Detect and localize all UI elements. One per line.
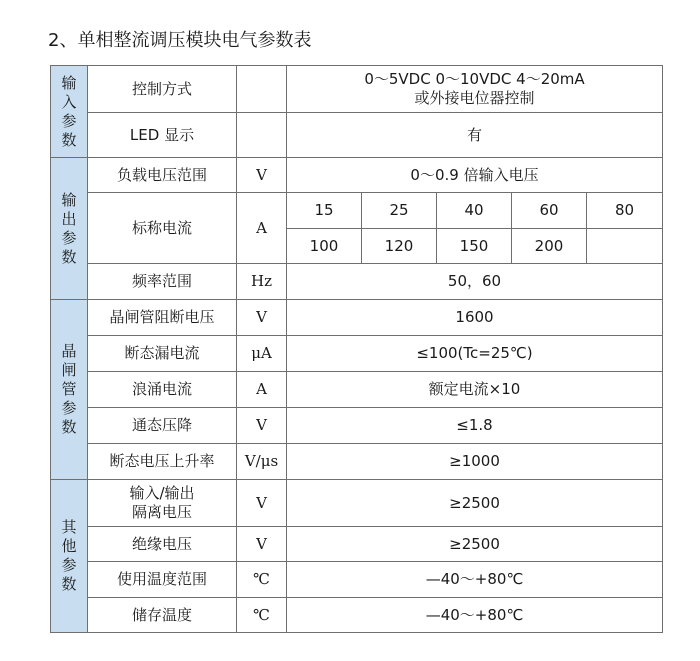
param-value-storage-temp: —40～+80℃ [287, 598, 663, 633]
param-unit-surge-current: A [237, 372, 287, 408]
param-unit-control-mode [237, 66, 287, 113]
rated-current-value: 25 [362, 193, 437, 229]
param-unit-led [237, 113, 287, 158]
param-unit-frequency: Hz [237, 264, 287, 300]
rated-current-value: 80 [587, 193, 663, 229]
param-unit-blocking-voltage: V [237, 300, 287, 336]
group-label-output: 输 出 参 数 [51, 158, 88, 300]
table-row [51, 408, 663, 444]
param-unit-dv-dt: V/μs [237, 444, 287, 480]
param-value-leakage-current: ≤100(Tc=25℃) [287, 336, 663, 372]
rated-current-value: 40 [437, 193, 512, 229]
table-row [51, 264, 663, 300]
param-name-control-mode: 控制方式 [88, 66, 237, 113]
param-unit-operating-temp: ℃ [237, 562, 287, 598]
group-label-other: 其 他 参 数 [51, 480, 88, 633]
param-value-frequency: 50，60 [287, 264, 663, 300]
rated-current-value: 120 [362, 229, 437, 264]
rated-current-value: 15 [287, 193, 362, 229]
param-unit-storage-temp: ℃ [237, 598, 287, 633]
table-row [51, 300, 663, 336]
param-name-led: LED 显示 [88, 113, 237, 158]
electrical-parameters-table [50, 65, 663, 633]
rated-current-value: 200 [512, 229, 587, 264]
table-row [51, 193, 663, 229]
table-row [51, 372, 663, 408]
group-label-thyristor: 晶 闸 管 参 数 [51, 300, 88, 480]
param-value-on-voltage-drop: ≤1.8 [287, 408, 663, 444]
rated-current-value-empty [587, 229, 663, 264]
table-row [51, 598, 663, 633]
param-value-load-voltage: 0～0.9 倍输入电压 [287, 158, 663, 193]
param-name-storage-temp: 储存温度 [88, 598, 237, 633]
page-title: 2、单相整流调压模块电气参数表 [48, 30, 312, 51]
table-row [51, 444, 663, 480]
param-value-surge-current: 额定电流×10 [287, 372, 663, 408]
table-row [51, 336, 663, 372]
param-name-on-voltage-drop: 通态压降 [88, 408, 237, 444]
param-name-insulation-voltage: 绝缘电压 [88, 527, 237, 562]
param-value-insulation-voltage: ≥2500 [287, 527, 663, 562]
table-row [51, 158, 663, 193]
param-name-operating-temp: 使用温度范围 [88, 562, 237, 598]
rated-current-value: 100 [287, 229, 362, 264]
param-value-blocking-voltage: 1600 [287, 300, 663, 336]
param-unit-load-voltage: V [237, 158, 287, 193]
table-row [51, 527, 663, 562]
param-unit-leakage-current: μA [237, 336, 287, 372]
table-row [51, 562, 663, 598]
table-row [51, 113, 663, 158]
param-name-rated-current: 标称电流 [88, 193, 237, 264]
param-value-control-mode: 0～5VDC 0～10VDC 4～20mA 或外接电位器控制 [287, 66, 663, 113]
param-unit-isolation-voltage: V [237, 480, 287, 527]
rated-current-value: 60 [512, 193, 587, 229]
param-name-dv-dt: 断态电压上升率 [88, 444, 237, 480]
rated-current-value: 150 [437, 229, 512, 264]
table-row [51, 480, 663, 527]
group-label-input: 输 入 参 数 [51, 66, 88, 158]
param-name-leakage-current: 断态漏电流 [88, 336, 237, 372]
param-unit-rated-current: A [237, 193, 287, 264]
table-row [51, 66, 663, 113]
param-value-operating-temp: —40～+80℃ [287, 562, 663, 598]
param-unit-insulation-voltage: V [237, 527, 287, 562]
param-name-blocking-voltage: 晶闸管阻断电压 [88, 300, 237, 336]
param-name-isolation-voltage: 输入/输出 隔离电压 [88, 480, 237, 527]
param-value-led: 有 [287, 113, 663, 158]
param-value-isolation-voltage: ≥2500 [287, 480, 663, 527]
param-name-surge-current: 浪涌电流 [88, 372, 237, 408]
param-value-dv-dt: ≥1000 [287, 444, 663, 480]
param-name-frequency: 频率范围 [88, 264, 237, 300]
param-name-load-voltage: 负载电压范围 [88, 158, 237, 193]
param-unit-on-voltage-drop: V [237, 408, 287, 444]
